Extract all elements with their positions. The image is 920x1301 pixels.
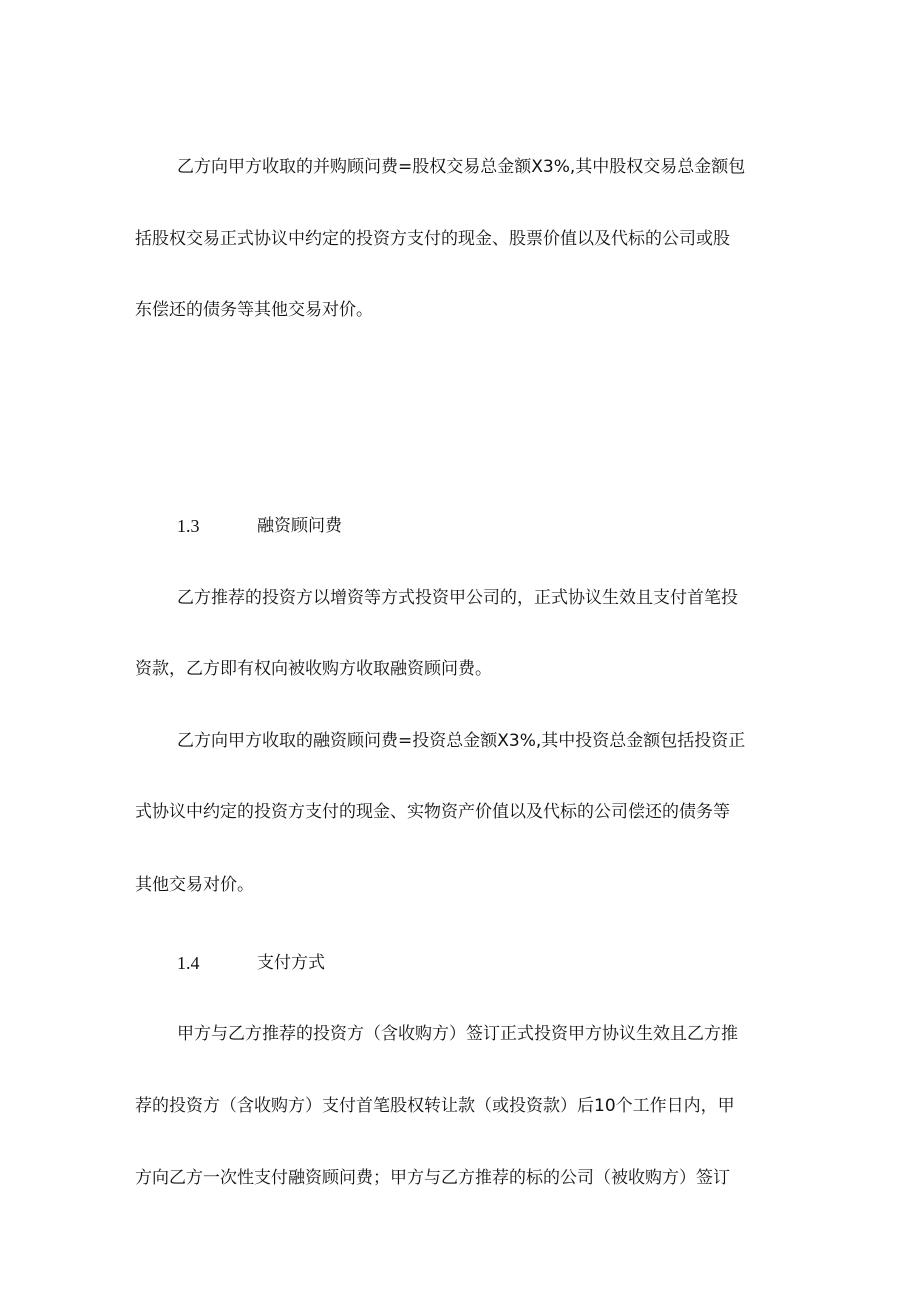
paragraph-4-line-2: 荐的投资方（含收购方）支付首笔股权转让款（或投资款）后10个工作日内，甲 xyxy=(135,1096,735,1116)
paragraph-3-line-3: 其他交易对价。 xyxy=(135,875,254,895)
section-number: 1.3 xyxy=(177,516,200,536)
section-title: 融资顾问费 xyxy=(257,516,342,536)
paragraph-1-line-3: 东偿还的债务等其他交易对价。 xyxy=(135,300,373,320)
paragraph-2-line-2: 资款，乙方即有权向被收购方收取融资顾问费。 xyxy=(135,659,492,679)
paragraph-1-line-1: 乙方向甲方收取的并购顾问费=股权交易总金额X3%,其中股权交易总金额包 xyxy=(177,157,746,177)
section-number: 1.4 xyxy=(177,953,200,973)
paragraph-2-line-1: 乙方推荐的投资方以增资等方式投资甲公司的，正式协议生效且支付首笔投 xyxy=(177,588,738,608)
paragraph-1-line-2: 括股权交易正式协议中约定的投资方支付的现金、股票价值以及代标的公司或股 xyxy=(135,229,730,249)
section-title: 支付方式 xyxy=(257,953,325,973)
paragraph-4-line-1: 甲方与乙方推荐的投资方（含收购方）签订正式投资甲方协议生效且乙方推 xyxy=(177,1024,738,1044)
paragraph-4-line-3: 方向乙方一次性支付融资顾问费；甲方与乙方推荐的标的公司（被收购方）签订 xyxy=(135,1168,730,1188)
paragraph-3-line-1: 乙方向甲方收取的融资顾问费=投资总金额X3%,其中投资总金额包括投资正 xyxy=(177,731,746,751)
paragraph-3-line-2: 式协议中约定的投资方支付的现金、实物资产价值以及代标的公司偿还的债务等 xyxy=(135,802,730,822)
